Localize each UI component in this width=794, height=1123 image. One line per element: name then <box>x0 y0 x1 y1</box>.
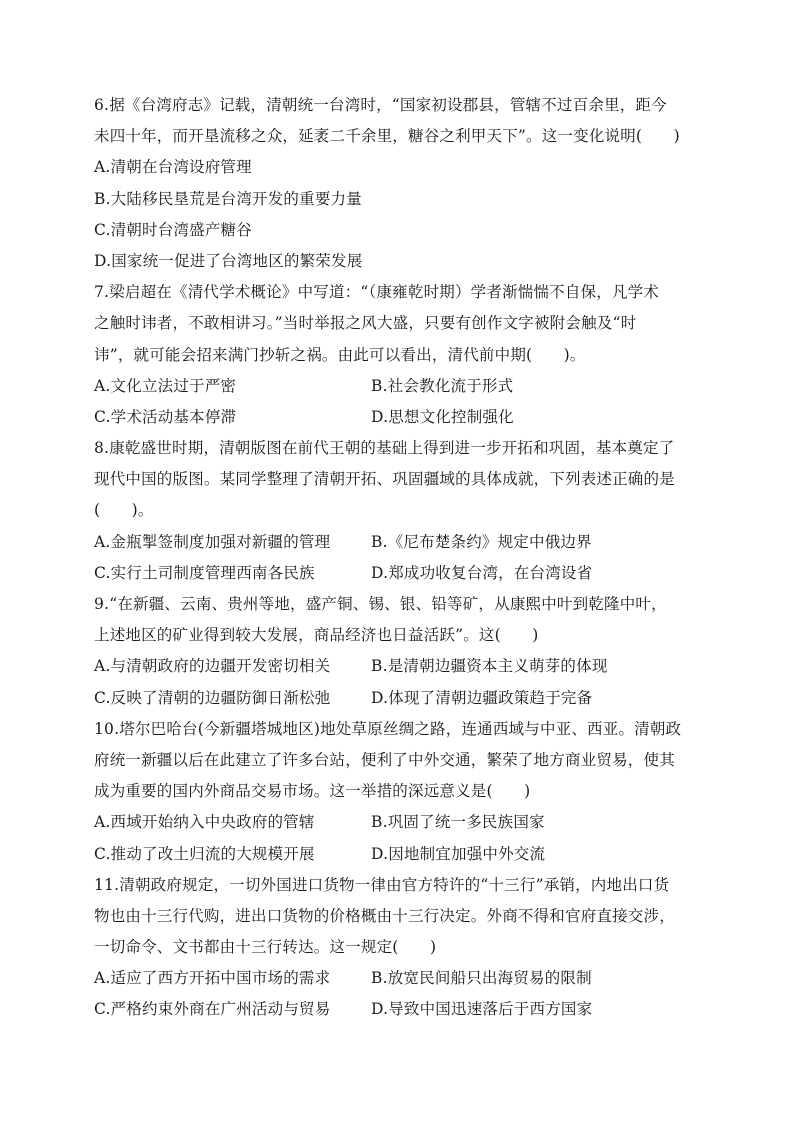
question-9 <box>94 589 706 714</box>
option-d: D.郑成功收复台湾，在台湾设省 <box>371 563 593 582</box>
question-stem-line: 8.康乾盛世时期，清朝版图在前代王朝的基础上得到进一步开拓和巩固，基本奠定了 <box>94 439 675 458</box>
question-stem-line: 讳”，就可能会招来满门抄斩之祸。由此可以看出，清代前中期( )。 <box>94 345 586 364</box>
options-row <box>94 963 706 994</box>
option-c: C.推动了改土归流的大规模开展 <box>94 844 315 863</box>
option-b: B.放宽民间船只出海贸易的限制 <box>371 969 592 988</box>
question-stem-line: 6.据《台湾府志》记载，清朝统一台湾时，“国家初设郡县，管辖不过百余里，距今 <box>94 96 667 114</box>
question-stem-line: 11.清朝政府规定，一切外国进口货物一律由官方特许的“十三行”承销，内地出口货 <box>94 875 670 894</box>
option-a: A.与清朝政府的边疆开发密切相关 <box>94 657 331 676</box>
option-c: C.学术活动基本停滞 <box>94 407 237 426</box>
option-c: C.严格约束外商在广州活动与贸易 <box>94 1000 331 1019</box>
question-11 <box>94 870 706 1026</box>
option-b: B.巩固了统一多民族国家 <box>371 813 545 832</box>
option-c: C.反映了清朝的边疆防御日渐松弛 <box>94 688 331 707</box>
option-b: B.《尼布楚条约》规定中俄边界 <box>371 532 592 551</box>
option-c: C.清朝时台湾盛产糖谷 <box>94 220 252 239</box>
question-stem-line: 7.梁启超在《清代学术概论》中写道：“（康雍乾时期）学者渐惴惴不自保，凡学术 <box>94 283 660 302</box>
question-stem-line: ( )。 <box>94 501 154 520</box>
options-row <box>94 651 706 682</box>
question-stem-line: 未四十年，而开垦流移之众，延袤二千余里，糖谷之利甲天下”。这一变化说明( ) <box>94 127 680 146</box>
options-row <box>94 839 706 870</box>
option-a: A.西域开始纳入中央政府的管辖 <box>94 813 315 832</box>
question-10 <box>94 714 706 870</box>
option-b: B.大陆移民垦荒是台湾开发的重要力量 <box>94 189 362 208</box>
option-d: D.思想文化控制强化 <box>371 407 514 426</box>
question-stem-line: 物也由十三行代购，进出口货物的价格概由十三行决定。外商不得和官府直接交涉， <box>94 906 675 925</box>
question-stem-line: 现代中国的版图。某同学整理了清朝开拓、巩固疆域的具体成就，下列表述正确的是 <box>94 470 675 489</box>
options-row <box>94 994 706 1025</box>
question-6 <box>94 90 706 277</box>
option-b: B.社会教化流于形式 <box>371 376 514 395</box>
exam-page <box>94 90 706 1026</box>
question-stem-line: 之触时讳者，不敢相讲习。”当时举报之风大盛，只要有创作文字被附会触及“时 <box>94 314 637 333</box>
question-stem-line: 9.“在新疆、云南、贵州等地，盛产铜、锡、银、铅等矿，从康熙中叶到乾隆中叶， <box>94 595 667 613</box>
option-b: B.是清朝边疆资本主义萌芽的体现 <box>371 657 608 676</box>
options-row <box>94 558 706 589</box>
options-row <box>94 683 706 714</box>
question-7 <box>94 277 706 433</box>
option-d: D.国家统一促进了台湾地区的繁荣发展 <box>94 251 363 270</box>
option-d: D.因地制宜加强中外交流 <box>371 844 546 863</box>
question-stem-line: 上述地区的矿业得到较大发展，商品经济也日益活跃”。这( ) <box>94 626 539 645</box>
option-a: A.清朝在台湾设府管理 <box>94 158 252 177</box>
option-d: D.导致中国迅速落后于西方国家 <box>371 1000 593 1019</box>
question-stem-line: 10.塔尔巴哈台(今新疆塔城地区)地处草原丝绸之路，连通西域与中亚、西亚。清朝政 <box>94 719 682 738</box>
question-stem-line: 府统一新疆以后在此建立了许多台站，便利了中外交通，繁荣了地方商业贸易，使其 <box>94 750 675 769</box>
options-row <box>94 807 706 838</box>
option-d: D.体现了清朝边疆政策趋于完备 <box>371 688 593 707</box>
option-c: C.实行土司制度管理西南各民族 <box>94 563 315 582</box>
options-row <box>94 371 706 402</box>
option-a: A.适应了西方开拓中国市场的需求 <box>94 969 331 988</box>
option-a: A.文化立法过于严密 <box>94 376 237 395</box>
question-stem-line: 成为重要的国内外商品交易市场。这一举措的深远意义是( ) <box>94 782 531 801</box>
option-a: A.金瓶掣签制度加强对新疆的管理 <box>94 532 331 551</box>
options-row <box>94 402 706 433</box>
question-8 <box>94 433 706 589</box>
question-stem-line: 一切命令、文书都由十三行转达。这一规定( ) <box>94 938 437 957</box>
options-row <box>94 527 706 558</box>
